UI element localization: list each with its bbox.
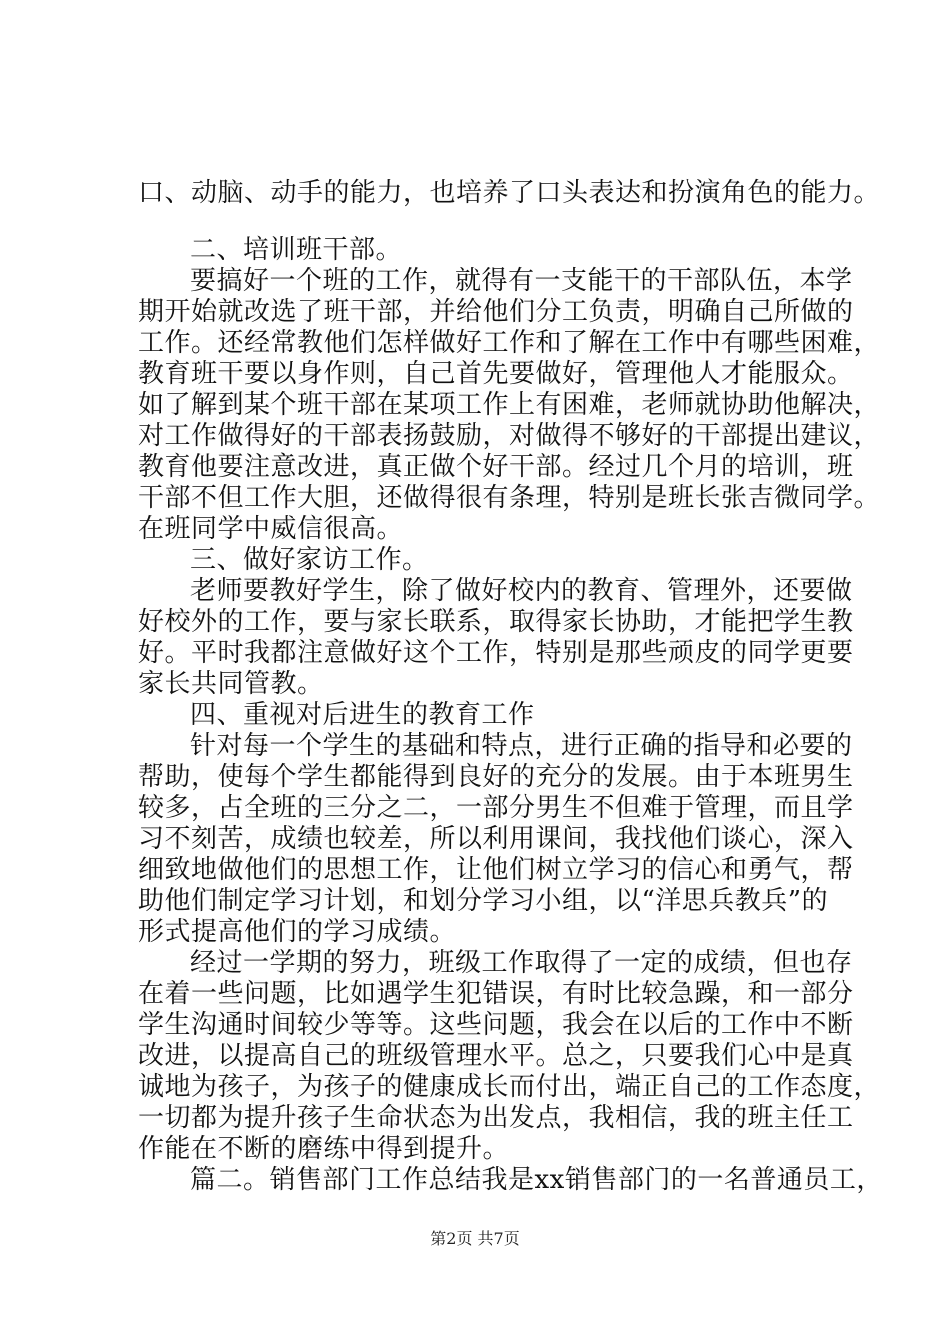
text-line: 形式提高他们的学习成绩。 [138, 917, 457, 947]
text-line: 教育班干要以身作则，自己首先要做好，管理他人才能服众。 [138, 359, 854, 389]
text-line: 针对每一个学生的基础和特点，进行正确的指导和必要的 [190, 731, 853, 761]
text-line: 习不刻苦，成绩也较差，所以利用课间，我找他们谈心，深入 [138, 824, 854, 854]
text-line: 家长共同管教。 [138, 669, 324, 699]
text-line: 期开始就改选了班干部，并给他们分工负责，明确自己所做的 [138, 297, 854, 327]
text-line: 帮助，使每个学生都能得到良好的充分的发展。由于本班男生 [138, 762, 854, 792]
section-heading: 二、培训班干部。 [190, 235, 403, 265]
text-line: 较多，占全班的三分之二，一部分男生不但难于管理，而且学 [138, 793, 854, 823]
text-line: 好。平时我都注意做好这个工作，特别是那些顽皮的同学更要 [138, 638, 854, 668]
text-line: 工作。还经常教他们怎样做好工作和了解在工作中有哪些困难， [138, 328, 881, 358]
text-line: 在着一些问题，比如遇学生犯错误，有时比较急躁，和一部分 [138, 979, 854, 1009]
text-line: 教育他要注意改进，真正做个好干部。经过几个月的培训，班 [138, 452, 854, 482]
text-line: 如了解到某个班干部在某项工作上有困难，老师就协助他解决， [138, 390, 881, 420]
text-line: 篇二。销售部门工作总结我是xx销售部门的一名普通员工， [190, 1165, 883, 1195]
text-line: 经过一学期的努力，班级工作取得了一定的成绩，但也存 [190, 948, 853, 978]
text-line: 对工作做得好的干部表扬鼓励，对做得不够好的干部提出建议， [138, 421, 881, 451]
text-line: 一切都为提升孩子生命状态为出发点，我相信，我的班主任工 [138, 1103, 854, 1133]
text-line: 老师要教好学生，除了做好校内的教育、管理外，还要做 [190, 576, 853, 606]
text-line: 好校外的工作，要与家长联系，取得家长协助，才能把学生教 [138, 607, 854, 637]
text-line: 要搞好一个班的工作，就得有一支能干的干部队伍，本学 [190, 266, 853, 296]
section-heading: 四、重视对后进生的教育工作 [190, 700, 535, 730]
page-footer: 第2页 共7页 [430, 1229, 520, 1248]
section-heading: 三、做好家访工作。 [190, 545, 429, 575]
text-line: 诚地为孩子，为孩子的健康成长而付出，端正自己的工作态度， [138, 1072, 881, 1102]
text-line: 学生沟通时间较少等等。这些问题，我会在以后的工作中不断 [138, 1010, 854, 1040]
text-line: 口、动脑、动手的能力，也培养了口头表达和扮演角色的能力。 [138, 178, 881, 208]
text-line: 干部不但工作大胆，还做得很有条理，特别是班长张吉微同学。 [138, 483, 881, 513]
text-line: 细致地做他们的思想工作，让他们树立学习的信心和勇气，帮 [138, 855, 854, 885]
text-line: 在班同学中威信很高。 [138, 514, 404, 544]
text-line: 助他们制定学习计划，和划分学习小组，以“洋思兵教兵”的 [138, 886, 829, 916]
text-line: 改进，以提高自己的班级管理水平。总之，只要我们心中是真 [138, 1041, 854, 1071]
text-line: 作能在不断的磨练中得到提升。 [138, 1134, 510, 1164]
